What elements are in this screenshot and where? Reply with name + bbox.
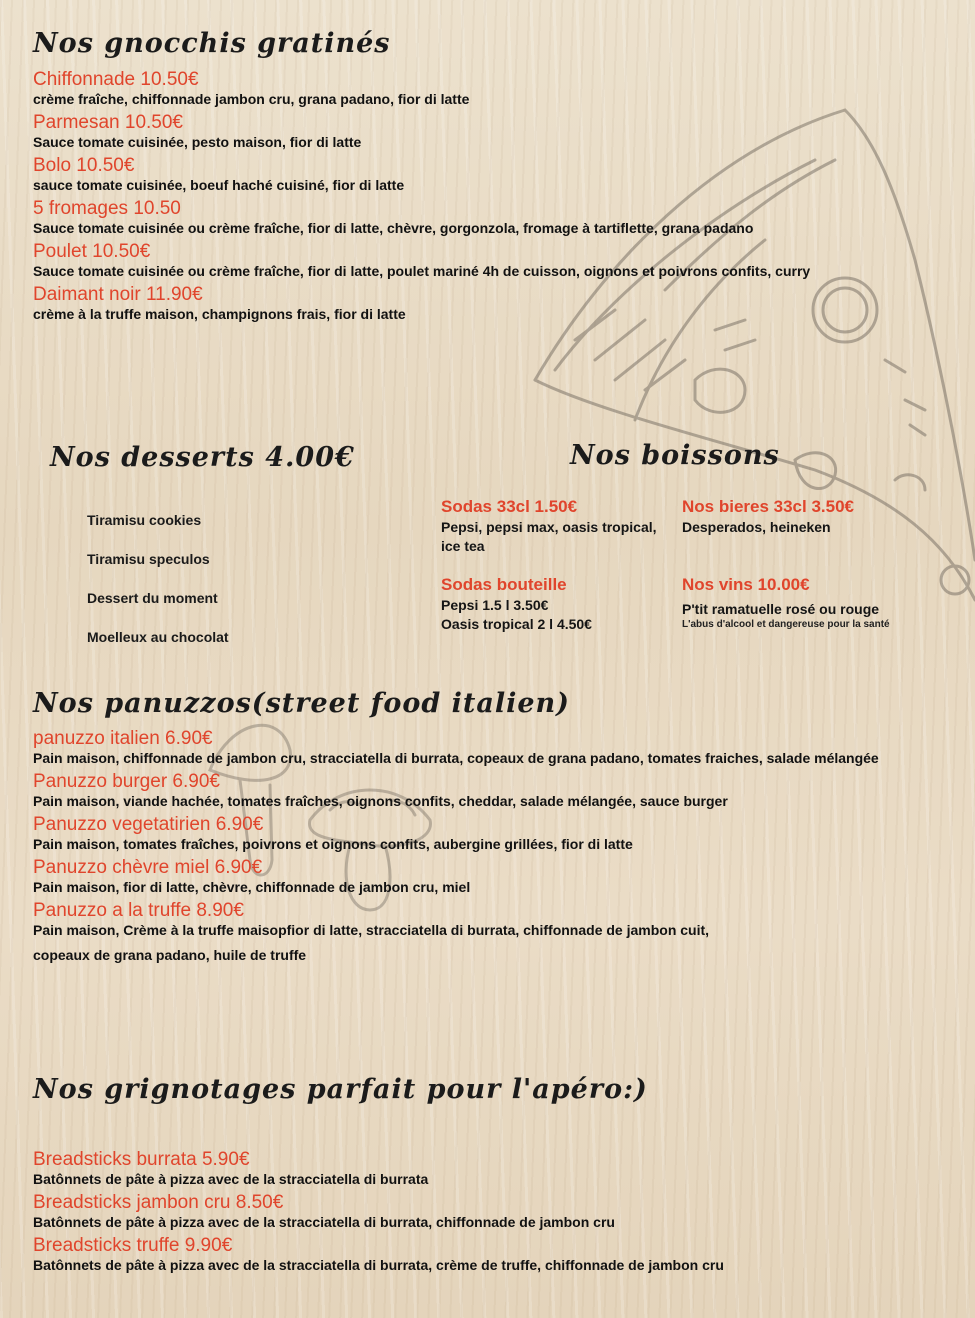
item-name: panuzzo italien 6.90€ — [33, 728, 213, 749]
drink-description: Pepsi, pepsi max, oasis tropical, ice tea — [441, 519, 657, 554]
menu-item — [33, 1192, 724, 1231]
item-description: Pain maison, viande hachée, tomates fraîches, oignons confits, cheddar, salade mélangée, sauce burger — [33, 793, 728, 809]
item-description: crème à la truffe maison, champignons frais, fior di latte — [33, 306, 406, 322]
item-description: crème fraîche, chiffonnade jambon cru, grana padano, fior di latte — [33, 91, 470, 107]
drink-name: Nos bieres 33cl 3.50€ — [682, 497, 855, 516]
item-description: Pain maison, chiffonnade de jambon cru, stracciatella di burrata, copeaux de grana padano, tomates fraiches, salade mélangée — [33, 750, 879, 766]
item-description: Pain maison, fior di latte, chèvre, chiffonnade de jambon cru, miel — [33, 879, 471, 895]
dessert-item: Moelleux au chocolat — [87, 629, 229, 645]
drink-description: P'tit ramatuelle rosé ou rouge — [682, 601, 880, 617]
item-name: Panuzzo vegetatirien 6.90€ — [33, 814, 264, 835]
drink-name: Sodas bouteille — [441, 575, 567, 594]
menu-item — [33, 241, 810, 280]
desserts-list — [87, 512, 229, 668]
drink-name: Sodas 33cl 1.50€ — [441, 497, 578, 516]
item-description: copeaux de grana padano, huile de truffe — [33, 947, 307, 963]
item-name: Breadsticks burrata 5.90€ — [33, 1149, 250, 1170]
item-description: Batônnets de pâte à pizza avec de la stracciatella di burrata — [33, 1171, 429, 1187]
dessert-item: Tiramisu speculos — [87, 551, 210, 567]
item-name: Panuzzo burger 6.90€ — [33, 771, 220, 792]
item-name: Daimant noir 11.90€ — [33, 284, 203, 305]
item-description: sauce tomate cuisinée, boeuf haché cuisiné, fior di latte — [33, 177, 405, 193]
health-warning: L'abus d'alcool et dangereuse pour la santé — [682, 619, 890, 630]
boissons-title: Nos boissons — [570, 440, 780, 471]
dessert-item: Dessert du moment — [87, 590, 218, 606]
grignotages-list — [33, 1149, 724, 1278]
menu-item — [33, 112, 810, 151]
item-name: Poulet 10.50€ — [33, 241, 151, 262]
grignotages-title: Nos grignotages parfait pour l'apéro:) — [33, 1074, 648, 1105]
item-description: Sauce tomate cuisinée, pesto maison, fior di latte — [33, 134, 362, 150]
panuzzos-list — [33, 728, 879, 968]
item-name: Breadsticks truffe 9.90€ — [33, 1235, 233, 1256]
item-description: Batônnets de pâte à pizza avec de la stracciatella di burrata, crème de truffe, chiffonnade de jambon cru — [33, 1257, 724, 1273]
item-description: Batônnets de pâte à pizza avec de la stracciatella di burrata, chiffonnade de jambon cru — [33, 1214, 615, 1230]
drink-description: Oasis tropical 2 l 4.50€ — [441, 616, 592, 632]
sodas-bouteille-block — [441, 574, 592, 634]
vins-block — [682, 574, 890, 630]
menu-item — [33, 1149, 724, 1188]
drink-name: Nos vins 10.00€ — [682, 575, 810, 594]
menu-item — [33, 69, 810, 108]
item-name: Breadsticks jambon cru 8.50€ — [33, 1192, 284, 1213]
menu-item — [33, 728, 879, 767]
desserts-title: Nos desserts 4.00€ — [50, 442, 355, 473]
item-description: Sauce tomate cuisinée ou crème fraîche, fior di latte, chèvre, gorgonzola, fromage à tartiflette, grana padano — [33, 220, 754, 236]
gnocchis-title: Nos gnocchis gratinés — [33, 28, 391, 59]
item-name: Chiffonnade 10.50€ — [33, 69, 199, 90]
sodas-block — [441, 496, 666, 556]
item-name: 5 fromages 10.50 — [33, 198, 181, 219]
menu-item — [33, 155, 810, 194]
menu-item — [33, 857, 879, 896]
item-name: Panuzzo chèvre miel 6.90€ — [33, 857, 263, 878]
item-name: Parmesan 10.50€ — [33, 112, 183, 133]
menu-item — [33, 771, 879, 810]
drink-description: Pepsi 1.5 l 3.50€ — [441, 597, 549, 613]
menu-item — [33, 900, 879, 964]
item-description: Sauce tomate cuisinée ou crème fraîche, fior di latte, poulet mariné 4h de cuisson, oignons et poivrons confits, curry — [33, 263, 811, 279]
bieres-block — [682, 496, 854, 537]
menu-item — [33, 284, 810, 323]
panuzzos-title: Nos panuzzos(street food italien) — [33, 688, 570, 719]
item-description: Pain maison, tomates fraîches, poivrons et oignons confits, aubergine grillées, fior di latte — [33, 836, 633, 852]
menu-item — [33, 198, 810, 237]
gnocchis-list — [33, 69, 810, 327]
drink-description: Desperados, heineken — [682, 519, 831, 535]
dessert-item: Tiramisu cookies — [87, 512, 202, 528]
item-name: Panuzzo a la truffe 8.90€ — [33, 900, 244, 921]
menu-item — [33, 1235, 724, 1274]
menu-item — [33, 814, 879, 853]
item-description: Pain maison, Crème à la truffe maisopfior di latte, stracciatella di burrata, chiffonnade de jambon cuit, — [33, 922, 710, 938]
item-name: Bolo 10.50€ — [33, 155, 135, 176]
